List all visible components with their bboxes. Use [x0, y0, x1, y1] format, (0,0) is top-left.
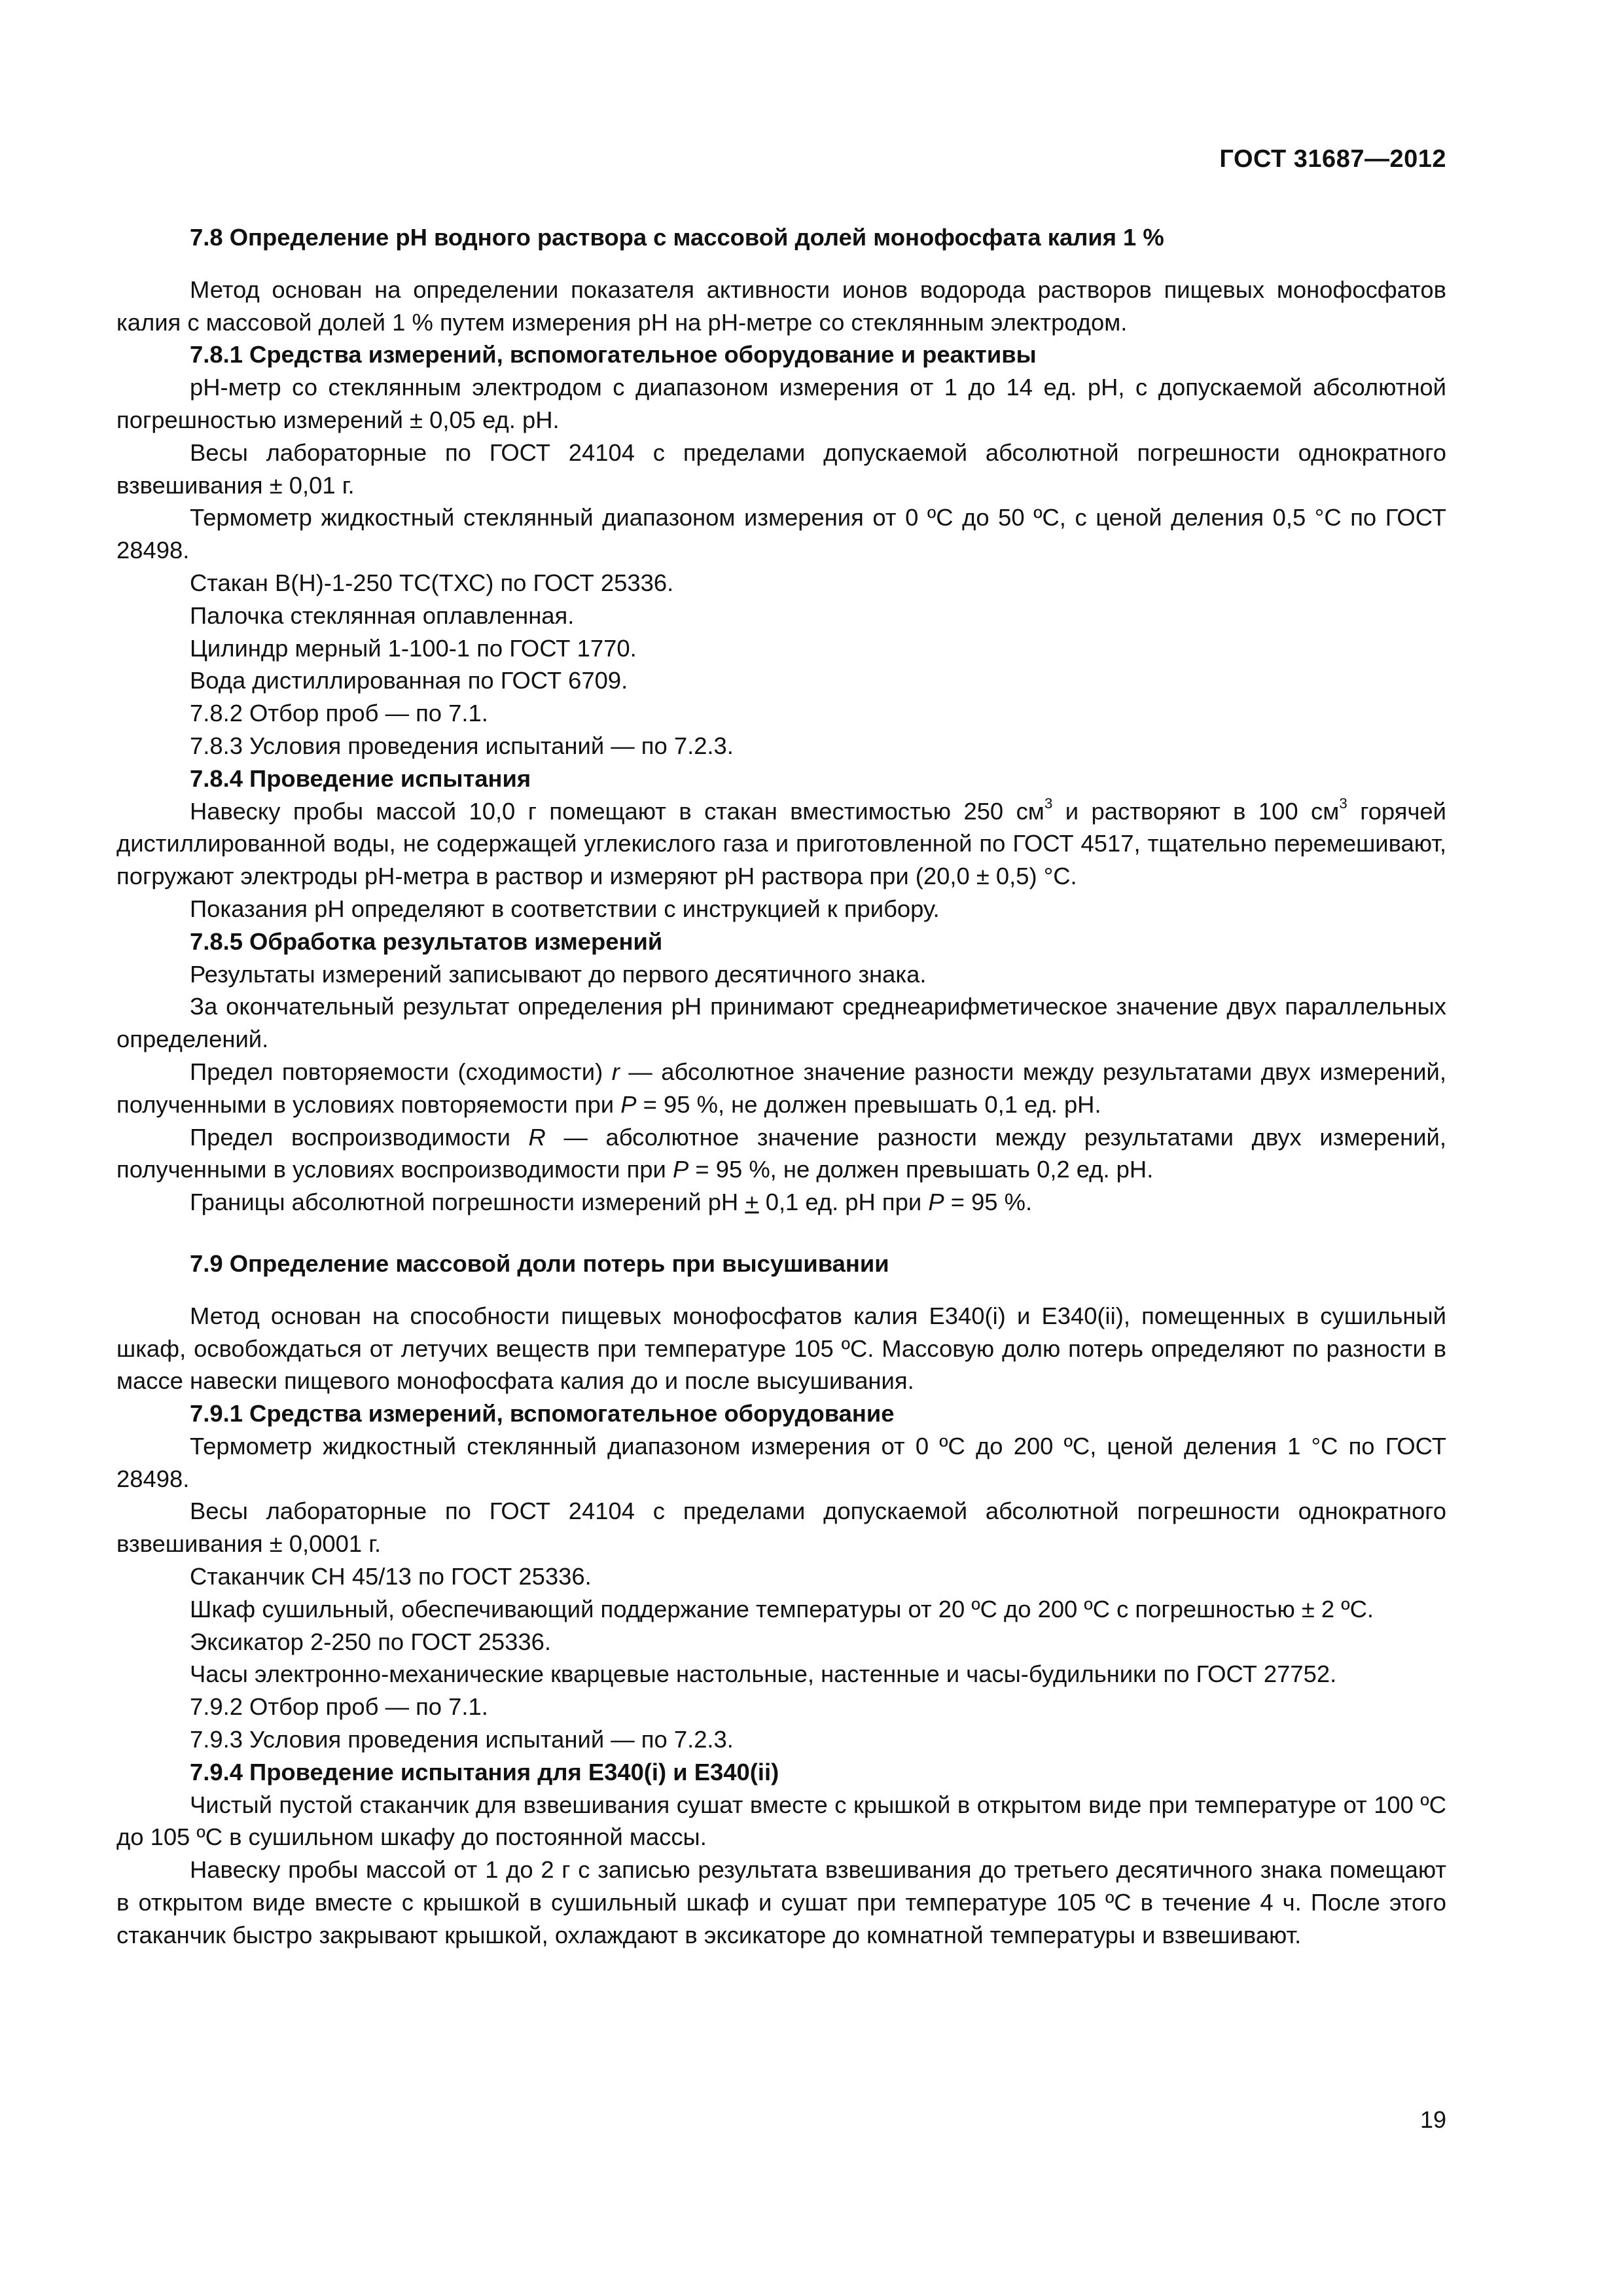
- equipment-item: Термометр жидкостный стеклянный диапазоном измерения от 0 ºС до 200 ºС, ценой деления 1 °С по ГОСТ 28498.: [116, 1432, 1446, 1492]
- section-7-9-4-sample-procedure: Навеску пробы массой от 1 до 2 г с записью результата взвешивания до третьего десятичного знака помещают в открытом виде вместе с крышкой в сушильный шкаф и сушат при температуре 105 ºС в течение 4 ч. После этого стаканчик быстро закрывают крышкой, охлаждают в эксикаторе до комнатной температуры и взвешивают.: [116, 1856, 1446, 1948]
- equipment-item: Шкаф сушильный, обеспечивающий поддержание температуры от 20 ºС до 200 ºС с погрешностью ± 2 ºС.: [190, 1595, 1374, 1623]
- section-7-8-title: 7.8 Определение рН водного раствора с массовой долей монофосфата калия 1 %: [190, 224, 1164, 251]
- section-7-8-5-repeatability: Предел повторяемости (сходимости) r — абсолютное значение разности между результатами двух измерений, полученными в условиях повторяемости при Р = 95 %, не должен превышать 0,1 ед. рН.: [116, 1058, 1446, 1118]
- document-code-header: ГОСТ 31687—2012: [1219, 145, 1446, 173]
- section-7-8-4-title: 7.8.4 Проведение испытания: [190, 764, 531, 792]
- section-7-9-4-title: 7.9.4 Проведение испытания для Е340(i) и Е340(ii): [190, 1758, 779, 1785]
- section-7-9-2: 7.9.2 Отбор проб — по 7.1.: [190, 1693, 488, 1721]
- page-number: 19: [1419, 2106, 1446, 2133]
- section-7-8-2: 7.8.2 Отбор проб — по 7.1.: [190, 700, 488, 727]
- equipment-item: рН-метр со стеклянным электродом с диапазоном измерения от 1 до 14 ед. рН, с допускаемой абсолютной погрешностью измерений ± 0,05 ед. рН.: [116, 374, 1446, 433]
- section-7-8-5-reproducibility: Предел воспроизводимости R — абсолютное значение разности между результатами двух измерений, полученными в условиях воспроизводимости при Р = 95 %, не должен превышать 0,2 ед. рН.: [116, 1123, 1446, 1183]
- section-7-9-method: Метод основан на способности пищевых монофосфатов калия Е340(i) и Е340(ii), помещенных в сушильный шкаф, освобождаться от летучих веществ при температуре 105 ºС. Массовую долю потерь определяют по разности в массе навески пищевого монофосфата калия до и после высушивания.: [116, 1302, 1446, 1395]
- equipment-item: Часы электронно-механические кварцевые настольные, настенные и часы-будильники по ГОСТ 27752.: [190, 1660, 1337, 1688]
- section-7-9-1-title: 7.9.1 Средства измерений, вспомогательное оборудование: [190, 1400, 895, 1427]
- equipment-item: Весы лабораторные по ГОСТ 24104 с пределами допускаемой абсолютной погрешности однократного взвешивания ± 0,0001 г.: [116, 1498, 1446, 1558]
- equipment-item: Эксикатор 2-250 по ГОСТ 25336.: [190, 1628, 551, 1655]
- section-7-9-3: 7.9.3 Условия проведения испытаний — по 7.2.3.: [190, 1726, 734, 1753]
- section-7-8-5-error-bounds: Границы абсолютной погрешности измерений рН + 0,1 ед. рН при Р = 95 %.: [190, 1189, 1033, 1216]
- section-7-8-4-procedure: Навеску пробы массой 10,0 г помещают в стакан вместимостью 250 $см^3$ и растворяют в 100 $см^3$ горячей дистиллированной воды, не содержащей углекислого газа и приготовленной по ГОСТ 4517, тщательно перемешивают, погружают электроды рН-метра в раствор и измеряют рН раствора при (20,0 ± 0,5) °С.: [116, 795, 1446, 890]
- document-body: [116, 221, 1446, 1952]
- section-7-8-5-title: 7.8.5 Обработка результатов измерений: [190, 927, 663, 955]
- equipment-item: Палочка стеклянная оплавленная.: [190, 601, 575, 629]
- section-7-9-4-drying-cup: Чистый пустой стаканчик для взвешивания сушат вместе с крышкой в открытом виде при температуре от 100 ºС до 105 ºС в сушильном шкафу до постоянной массы.: [116, 1791, 1446, 1851]
- section-7-8-5-precision: Результаты измерений записывают до первого десятичного знака.: [190, 960, 927, 988]
- section-7-8-1-title: 7.8.1 Средства измерений, вспомогательное оборудование и реактивы: [190, 341, 1037, 368]
- equipment-item: Термометр жидкостный стеклянный диапазоном измерения от 0 ºС до 50 ºС, с ценой деления 0,5 °С по ГОСТ 28498.: [116, 504, 1446, 564]
- section-7-8-5-final-result: За окончательный результат определения рН принимают среднеарифметическое значение двух параллельных определений.: [116, 993, 1446, 1053]
- equipment-item: Весы лабораторные по ГОСТ 24104 с пределами допускаемой абсолютной погрешности однократного взвешивания ± 0,01 г.: [116, 439, 1446, 499]
- equipment-item: Стакан В(Н)-1-250 ТС(ТХС) по ГОСТ 25336.: [190, 569, 674, 596]
- equipment-item: Цилиндр мерный 1-100-1 по ГОСТ 1770.: [190, 634, 637, 662]
- equipment-item: Вода дистиллированная по ГОСТ 6709.: [190, 667, 628, 694]
- section-7-9-title: 7.9 Определение массовой доли потерь при высушивании: [190, 1249, 889, 1277]
- section-7-8-method: Метод основан на определении показателя активности ионов водорода растворов пищевых монофосфатов калия с массовой долей 1 % путем измерения рН на рН-метре со стеклянным электродом.: [116, 276, 1446, 336]
- section-7-8-4-readings: Показания рН определяют в соответствии с инструкцией к прибору.: [190, 895, 940, 922]
- equipment-item: Стаканчик СН 45/13 по ГОСТ 25336.: [190, 1563, 592, 1590]
- section-7-8-3: 7.8.3 Условия проведения испытаний — по 7.2.3.: [190, 732, 734, 759]
